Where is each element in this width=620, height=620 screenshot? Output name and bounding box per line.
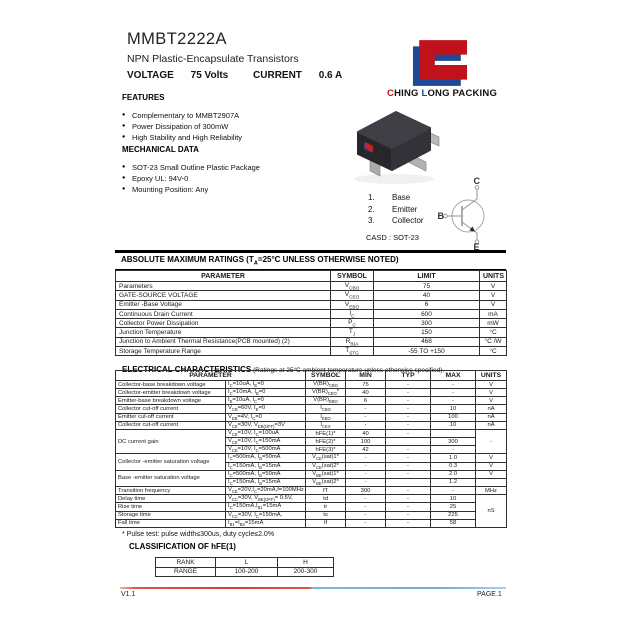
ec-cell: -	[431, 381, 476, 389]
ec-cell: 10	[431, 495, 476, 503]
ec-cell: 100	[431, 413, 476, 421]
ec-table	[115, 370, 507, 528]
footer-rule	[120, 587, 506, 589]
npn-transistor-symbol-icon	[437, 176, 509, 250]
ec-cell: $V_{CC}=30V$, $I_C=150mA$,	[226, 511, 306, 519]
brand-letter-l: L	[421, 88, 428, 99]
ec-cell: hFE(3)*	[306, 446, 346, 454]
ec-cell: 10	[431, 405, 476, 413]
ec-cell: -	[476, 429, 507, 453]
amr-cell: mW	[480, 319, 507, 328]
amr-cell: °C /W	[480, 337, 507, 346]
features-section	[122, 93, 337, 143]
amr-cell: $V_{EBO}$	[331, 300, 374, 309]
page-title: MMBT2222A	[127, 30, 227, 48]
ec-cell: td	[306, 495, 346, 503]
list-item: ● Epoxy UL: 94V-0	[122, 173, 337, 184]
class-cell: L	[216, 558, 278, 568]
mechanical-title: MECHANICAL DATA	[122, 145, 199, 154]
header	[127, 30, 342, 81]
features-title: FEATURES	[122, 93, 165, 102]
ec-cell: Collector-base breakdown voltage	[116, 381, 226, 389]
device-subtitle: NPN Plastic-Encapsulate Transistors	[127, 53, 299, 65]
ec-cell: $I_E=10uA$, $I_C=0$	[226, 397, 306, 405]
amr-cell: $P_C$	[331, 319, 374, 328]
ec-cell: $I_{CEX}$	[306, 421, 346, 429]
ec-cell: Collector -emitter saturation voltage	[116, 454, 226, 470]
ec-cell: $I_C=150mA,I_{B1}=15mA$	[226, 503, 306, 511]
ec-cell: $V_{CE}=10V$, $I_C=100uA$	[226, 429, 306, 437]
table-row	[116, 282, 507, 291]
ec-cell: -	[346, 503, 386, 511]
ec-cell: nS	[476, 495, 507, 528]
ec-cell: $V_{CE}=10V$, $I_C=500mA$	[226, 446, 306, 454]
ec-cell: $I_C=10mA$, $I_B=0$	[226, 389, 306, 397]
amr-cell: 150	[374, 328, 480, 337]
list-item: ● High Stability and High Reliability	[122, 132, 337, 143]
ec-cell: -	[386, 421, 431, 429]
pulse-test-footnote: * Pulse test: pulse width≤300us, duty cycle≤2.0%	[122, 531, 275, 538]
table-row	[156, 567, 334, 577]
col-header: PARAMETER	[116, 271, 331, 282]
table-row	[116, 454, 507, 462]
ec-cell	[476, 478, 507, 486]
brand-logo-icon	[403, 38, 477, 90]
table-row	[116, 347, 507, 356]
ec-cell: $V(BR)_{EBO}$	[306, 397, 346, 405]
ec-cell: 40	[346, 389, 386, 397]
list-item: ● Complementary to MMBT2907A	[122, 110, 337, 121]
amr-cell: GATE-SOURCE VOLTAGE	[116, 291, 331, 300]
amr-table	[115, 270, 507, 356]
ec-cell: -	[346, 421, 386, 429]
ec-cell: hFE(1)*	[306, 429, 346, 437]
table-row	[116, 519, 507, 527]
sot23-package-image	[342, 100, 447, 188]
list-item: ● Power Dissipation of 300mW	[122, 121, 337, 132]
ec-cell: -	[431, 397, 476, 405]
class-cell: 200-300	[278, 567, 334, 577]
ec-cell: V	[476, 397, 507, 405]
ec-cell: V	[476, 454, 507, 462]
ec-cell: 100	[346, 438, 386, 446]
features-list	[122, 110, 337, 143]
class-cell: 100-200	[216, 567, 278, 577]
ec-cell: nA	[476, 405, 507, 413]
amr-cell: Storage Temperature Range	[116, 347, 331, 356]
amr-cell: 40	[374, 291, 480, 300]
ec-cell: $I_{B1}=I_{B2}=15mA$	[226, 519, 306, 527]
ec-cell: -	[386, 389, 431, 397]
amr-cell: -55 TO +150	[374, 347, 480, 356]
ec-cell	[386, 478, 431, 486]
table-row	[116, 503, 507, 511]
ec-cell: $I_C=10uA$, $I_E=0$	[226, 381, 306, 389]
table-row	[116, 389, 507, 397]
ec-cell: DC current gain	[116, 429, 226, 453]
table-row	[116, 429, 507, 437]
ec-cell: -	[386, 487, 431, 495]
ec-cell: -	[386, 462, 431, 470]
ec-cell: -	[346, 462, 386, 470]
ec-cell: $V_{EB}=4V$, $I_C=0$	[226, 413, 306, 421]
ec-cell: -	[431, 446, 476, 454]
ec-cell: hFE(2)*	[306, 438, 346, 446]
col-header: LIMIT	[374, 271, 480, 282]
ec-cell: -	[386, 381, 431, 389]
ec-cell: Base -emitter saturation voltage	[116, 470, 226, 486]
col-header: PARAMETER	[116, 371, 306, 381]
amr-cell: Collector Power Dissipation	[116, 319, 331, 328]
ec-cell: Transition frequency	[116, 487, 226, 495]
table-row	[156, 558, 334, 568]
table-row	[116, 511, 507, 519]
ec-cell: -	[386, 405, 431, 413]
ec-cell: Fall time	[116, 519, 226, 527]
current-label: CURRENT	[253, 70, 302, 81]
ec-cell: -	[386, 470, 431, 478]
list-item: ● Mounting Position: Any	[122, 184, 337, 195]
amr-cell: $T_{STG}$	[331, 347, 374, 356]
mechanical-list	[122, 162, 337, 195]
symbol-label-c: C	[473, 176, 480, 186]
ec-cell: 10	[431, 421, 476, 429]
amr-cell: $V_{CBO}$	[331, 282, 374, 291]
pin-list	[368, 192, 424, 227]
amr-cell: 300	[374, 319, 480, 328]
case-label: CASD : SOT-23	[366, 233, 419, 242]
ec-cell: tf	[306, 519, 346, 527]
ec-cell: $V_{CC}=30V$, $V_{BE(OFF)}= 0.5V$,	[226, 495, 306, 503]
table-row	[116, 413, 507, 421]
amr-cell: °C	[480, 347, 507, 356]
ec-cell: 2.0	[431, 470, 476, 478]
amr-cell: 468	[374, 337, 480, 346]
table-row	[116, 328, 507, 337]
ec-cell: -	[386, 454, 431, 462]
amr-cell: Junction Temperature	[116, 328, 331, 337]
ec-cell: $V_{CE}=30V$, $V_{EB(OFF)}=3V$	[226, 421, 306, 429]
ec-cell: V	[476, 470, 507, 478]
col-header: SYMBOL	[331, 271, 374, 282]
ec-cell: Rise time	[116, 503, 226, 511]
ec-cell: 1.0	[431, 454, 476, 462]
ec-cell: $I_C=150mA$, $I_B=15mA$	[226, 462, 306, 470]
ec-cell: $V_{CE}=20V,I_C=20mA,f=100MHz$	[226, 487, 306, 495]
amr-cell: $I_C$	[331, 309, 374, 318]
ec-cell: $I_C=500mA$, $I_B=50mA$	[226, 454, 306, 462]
ec-cell: $V_{CE}=10V$, $I_C=150mA$	[226, 438, 306, 446]
list-item: ● SOT-23 Small Outline Plastic Package	[122, 162, 337, 173]
ec-cell	[386, 438, 431, 446]
ec-cell: $V_{BE}(sat)1*$	[306, 470, 346, 478]
ec-cell: tr	[306, 503, 346, 511]
ec-cell: 6	[346, 397, 386, 405]
ec-cell: -	[346, 454, 386, 462]
col-header: MIN	[346, 371, 386, 381]
amr-cell: °C	[480, 328, 507, 337]
ec-cell: Storage time	[116, 511, 226, 519]
table-row	[116, 381, 507, 389]
ec-cell: nA	[476, 413, 507, 421]
voltage-label: VOLTAGE	[127, 70, 174, 81]
ec-cell: $V(BR)_{CBO}$	[306, 381, 346, 389]
ec-cell: nA	[476, 421, 507, 429]
ec-cell: 75	[346, 381, 386, 389]
table-row	[116, 405, 507, 413]
table-row	[116, 309, 507, 318]
ec-cell: $V_{BE}(sat)2*$	[306, 478, 346, 486]
table-header-row	[116, 271, 507, 282]
ec-cell: $V(BR)_{CEO}*$	[306, 389, 346, 397]
ec-cell: -	[386, 446, 431, 454]
table-row	[116, 421, 507, 429]
table-row	[116, 300, 507, 309]
amr-cell: Junction to Ambient Thermal Resistance(PCB mounted) (2)	[116, 337, 331, 346]
class-cell: H	[278, 558, 334, 568]
ec-cell: V	[476, 462, 507, 470]
spec-line	[127, 70, 342, 81]
class-cell: RANGE	[156, 567, 216, 577]
col-header: SYMBOL	[306, 371, 346, 381]
amr-cell: Continuous Drain Current	[116, 309, 331, 318]
ec-cell: -	[386, 495, 431, 503]
ec-cell: -	[346, 495, 386, 503]
ec-cell: 0.3	[431, 462, 476, 470]
ec-cell: -	[386, 413, 431, 421]
ec-cell: fT	[306, 487, 346, 495]
table-row	[116, 397, 507, 405]
amr-cell: $T_J$	[331, 328, 374, 337]
ec-cell: Collector cut-off current	[116, 421, 226, 429]
ec-cell: -	[431, 389, 476, 397]
ec-cell: MHz	[476, 487, 507, 495]
col-header: TYP	[386, 371, 431, 381]
ec-cell: V	[476, 389, 507, 397]
ec-cell: 42	[346, 446, 386, 454]
table-row	[116, 495, 507, 503]
ec-cell: $I_C=500mA$, $I_B=50mA$	[226, 470, 306, 478]
ec-cell: -	[346, 511, 386, 519]
amr-cell: 6	[374, 300, 480, 309]
amr-cell: V	[480, 291, 507, 300]
ec-cell: 300	[431, 438, 476, 446]
ec-cell: 40	[346, 429, 386, 437]
ec-cell: Delay time	[116, 495, 226, 503]
ec-cell: 225	[431, 511, 476, 519]
ec-cell: -	[346, 470, 386, 478]
amr-cell: 600	[374, 309, 480, 318]
brand-letter-c: C	[387, 88, 395, 99]
brand-name: CHING LONG PACKING	[387, 88, 498, 99]
symbol-label-b: B	[437, 211, 444, 221]
table-row	[116, 487, 507, 495]
mechanical-section	[122, 145, 337, 195]
ec-cell: Emitter-base breakdown voltage	[116, 397, 226, 405]
table-row	[116, 319, 507, 328]
amr-cell: Emitter -Base Voltage	[116, 300, 331, 309]
amr-cell: V	[480, 282, 507, 291]
ec-cell: Emitter cut-off current	[116, 413, 226, 421]
col-header: UNITS	[480, 271, 507, 282]
ec-cell: 300	[346, 487, 386, 495]
ec-cell: -	[346, 478, 386, 486]
list-item: 2. Emitter	[368, 204, 418, 214]
classification-title: CLASSIFICATION OF hFE(1)	[129, 542, 236, 551]
amr-cell: $V_{CEO}$	[331, 291, 374, 300]
ec-cell: V	[476, 381, 507, 389]
voltage-value: 75 Volts	[190, 70, 229, 81]
ec-cell: $I_C=150mA$, $I_B=15mA$	[226, 478, 306, 486]
list-item: 3. Collector	[368, 216, 424, 225]
amr-section-title: ABSOLUTE MAXIMUM RATINGS ($T_A=25^\circ C$ UNLESS OTHERWISE NOTED)	[115, 250, 506, 271]
ec-cell: Collector cut-off current	[116, 405, 226, 413]
col-header: UNITS	[476, 371, 507, 381]
class-cell: RANK	[156, 558, 216, 568]
ec-cell: $V_{CE}(sat)2*$	[306, 462, 346, 470]
ec-cell: -	[386, 429, 431, 437]
amr-cell: Parameters	[116, 282, 331, 291]
ec-cell: -	[431, 487, 476, 495]
footer-page-number: PAGE.1	[477, 591, 502, 598]
amr-cell: 75	[374, 282, 480, 291]
ec-cell: -	[386, 511, 431, 519]
list-item: 1. Base	[368, 193, 411, 202]
table-row	[116, 291, 507, 300]
ec-cell: 25	[431, 503, 476, 511]
symbol-label-e: E	[473, 242, 480, 250]
table-header-row	[116, 371, 507, 381]
ec-cell: -	[386, 397, 431, 405]
ec-section-title: ELECTRICAL CHARACTERISTICS (Ratings at 25°C ambient temperature unless otherwise specified).	[122, 365, 445, 374]
ec-cell: -	[346, 519, 386, 527]
col-header: MAX	[431, 371, 476, 381]
ec-cell: -	[346, 413, 386, 421]
table-row	[116, 470, 507, 478]
ec-cell: ts	[306, 511, 346, 519]
ec-cell: -	[386, 503, 431, 511]
ec-cell: -	[346, 405, 386, 413]
ec-cell: -	[386, 519, 431, 527]
amr-cell: mA	[480, 309, 507, 318]
ec-cell: Collector-emitter breakdown voltage	[116, 389, 226, 397]
classification-table	[155, 557, 334, 577]
footer-version: V1.1	[121, 591, 136, 598]
ec-cell: 58	[431, 519, 476, 527]
ec-cell: $V_{CB}=60V$, $I_E=0$	[226, 405, 306, 413]
amr-cell: V	[480, 300, 507, 309]
ec-cell: $V_{CE}(sat)1*$	[306, 454, 346, 462]
ec-cell	[431, 429, 476, 437]
ec-cell: $I_{EBO}$	[306, 413, 346, 421]
amr-cell: $R_{\theta JA}$	[331, 337, 374, 346]
ec-cell: $I_{CBO}$	[306, 405, 346, 413]
current-value: 0.6 A	[318, 70, 343, 81]
ec-cell: 1.2	[431, 478, 476, 486]
table-row	[116, 337, 507, 346]
